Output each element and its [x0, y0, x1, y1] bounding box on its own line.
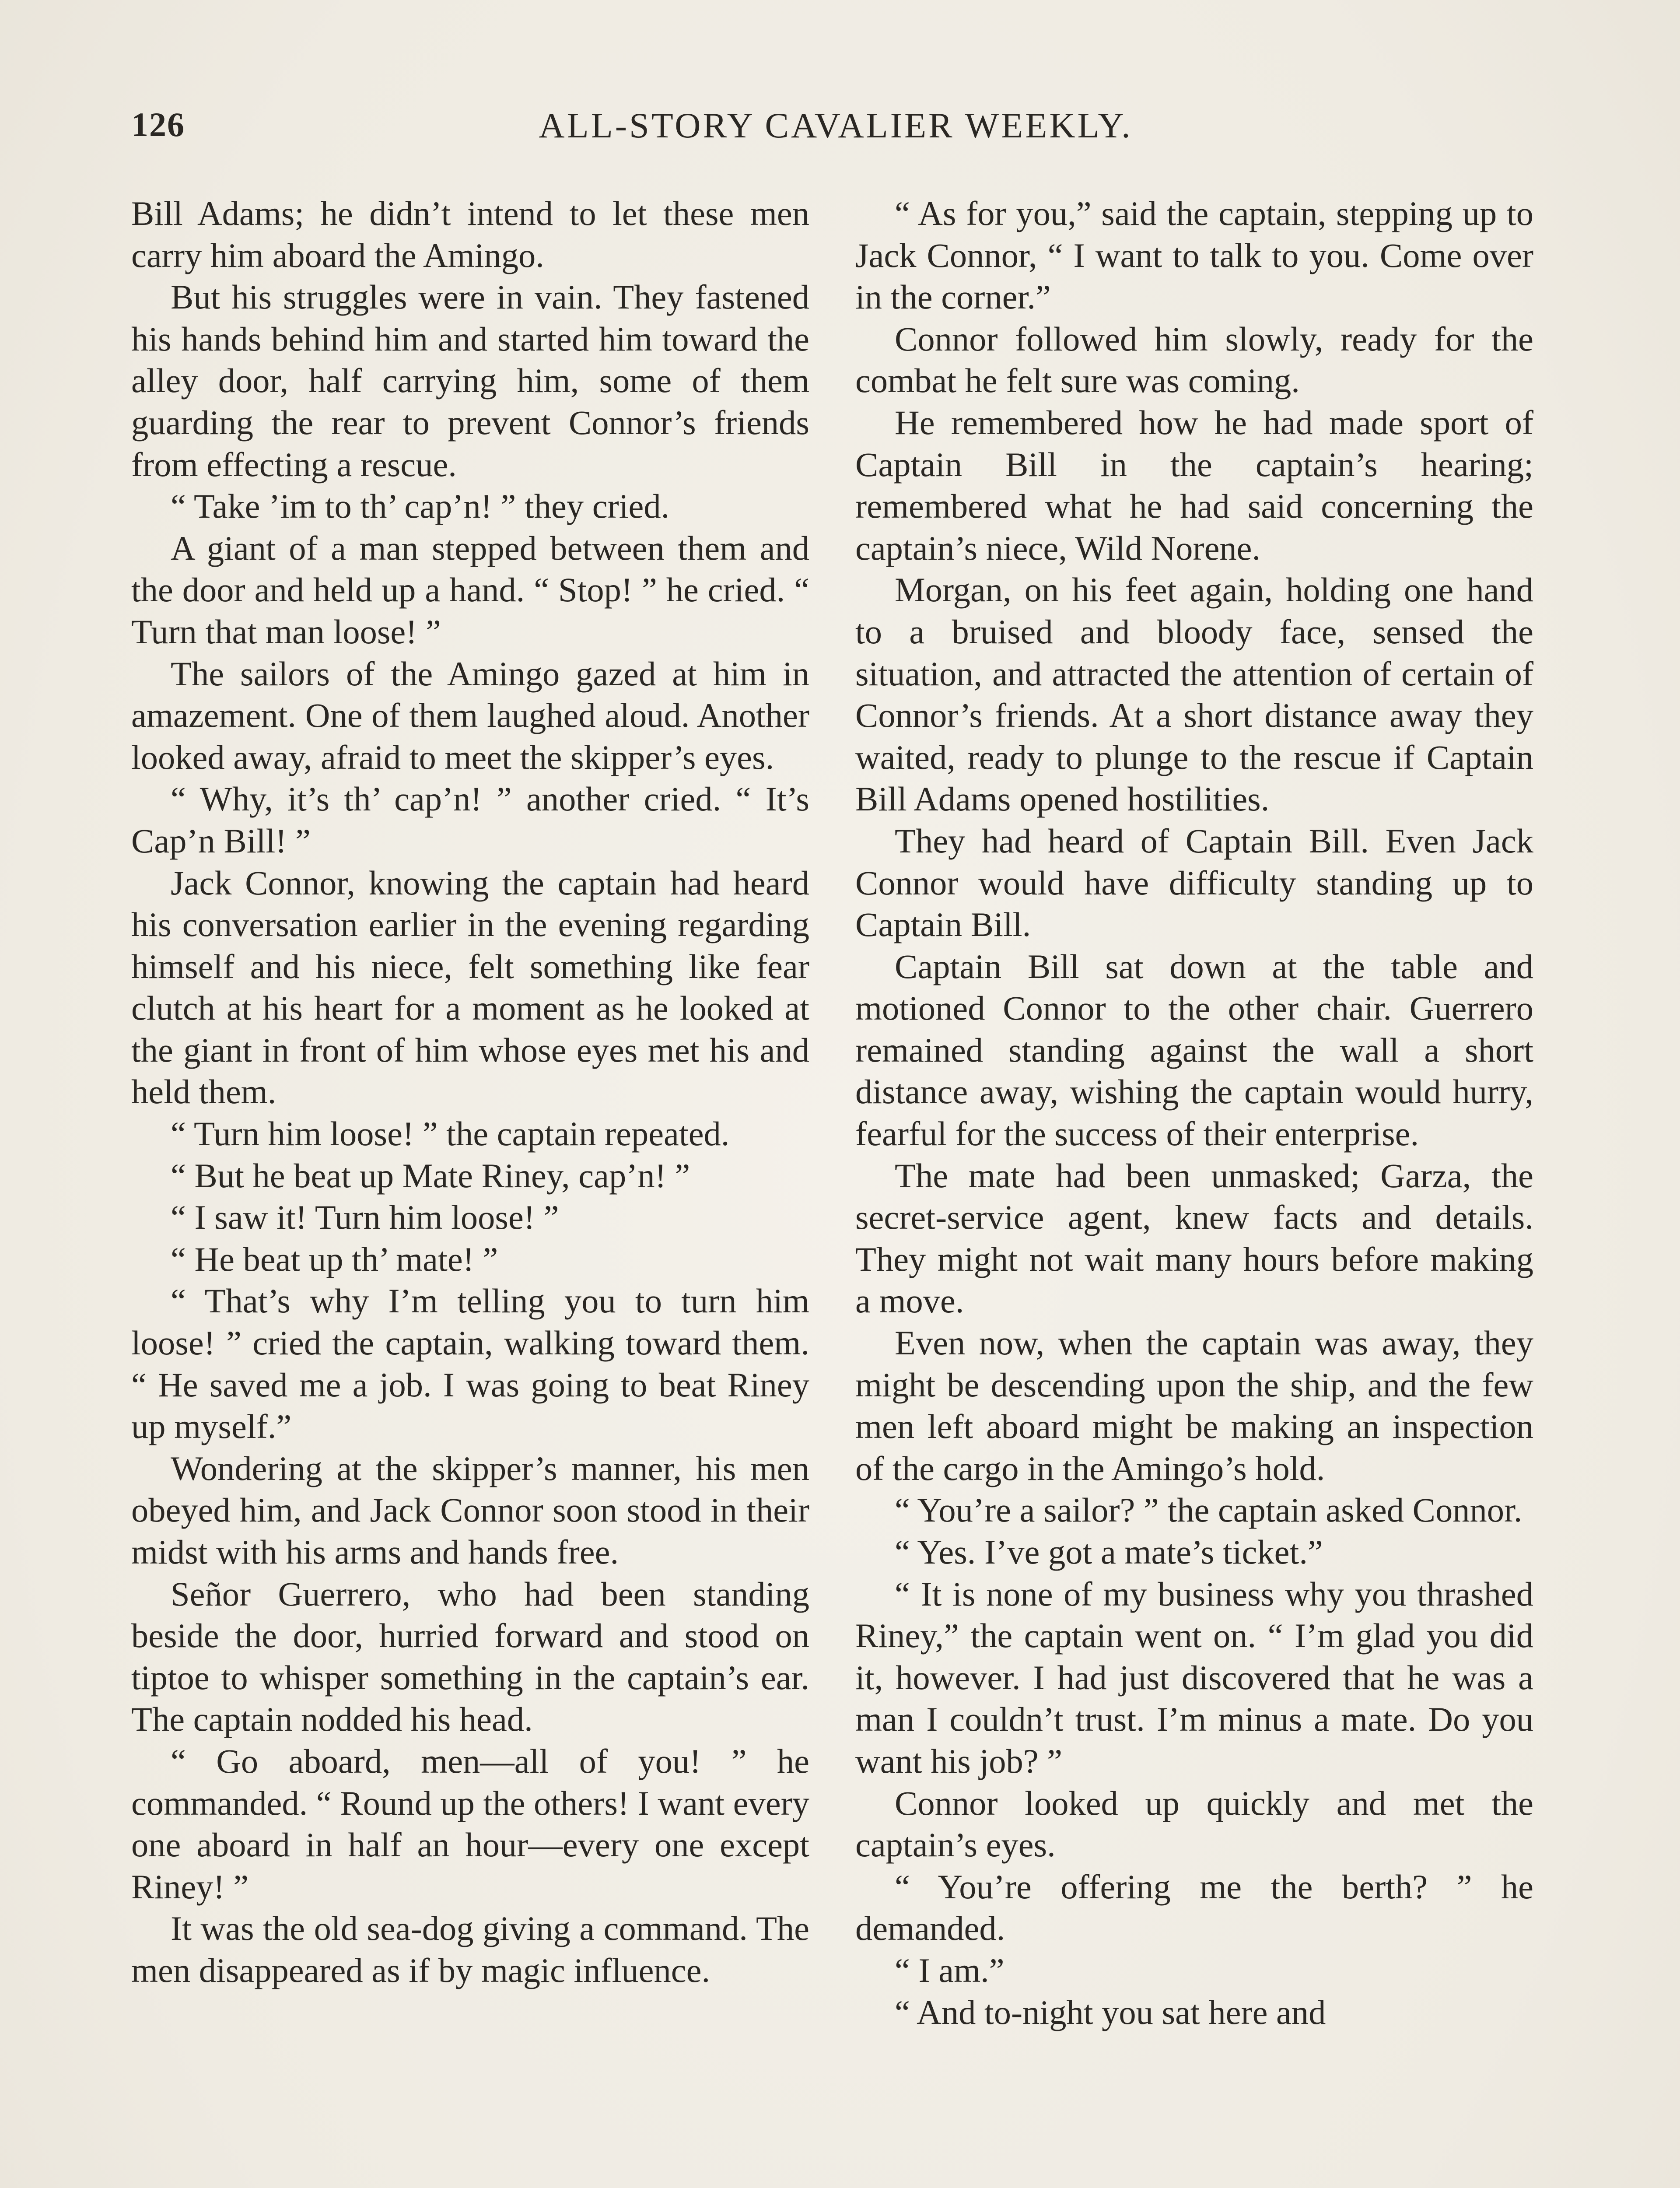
paragraph: Connor followed him slowly, ready for the combat he felt sure was coming.	[855, 319, 1533, 400]
page-number: 126	[131, 105, 185, 144]
paragraph: “ Yes. I’ve got a mate’s ticket.”	[895, 1533, 1323, 1571]
paragraph: “ That’s why I’m telling you to turn him loose! ” cried the captain, walking toward them. “ He saved me a job. I was going to beat Riney up myself.”	[131, 1282, 809, 1446]
paragraph: “ But he beat up Mate Riney, cap’n! ”	[171, 1156, 690, 1195]
paragraph: He remembered how he had made sport of Captain Bill in the captain’s hearing; remembered what he had said concerning the captain’s niece, Wild Norene.	[855, 403, 1533, 567]
running-title: ALL-STORY CAVALIER WEEKLY.	[539, 105, 1133, 145]
paragraph: Jack Connor, knowing the captain had heard his conversation earlier in the evening regarding himself and his niece, felt something like fear clutch at his heart for a moment as he looked at the giant in front of him whose eyes met his and held them.	[131, 863, 809, 1111]
paragraph: But his struggles were in vain. They fastened his hands behind him and started him toward the alley door, half carrying him, some of them guarding the rear to prevent Connor’s friends from effecting a rescue.	[131, 278, 809, 484]
running-header	[131, 105, 1540, 158]
paragraph: The sailors of the Amingo gazed at him in amazement. One of them laughed aloud. Another looked away, afraid to meet the skipper’s eyes.	[131, 654, 809, 776]
left-column	[131, 193, 809, 1992]
paragraph: “ Go aboard, men—all of you! ” he commanded. “ Round up the others! I want every one aboard in half an hour—every one except Riney! ”	[131, 1742, 809, 1906]
paragraph: “ Take ’im to th’ cap’n! ” they cried.	[171, 487, 670, 526]
paragraph: Captain Bill sat down at the table and motioned Connor to the other chair. Guerrero remained standing against the wall a short distance away, wishing the captain would hurry, fearful for the success of their enterprise.	[855, 947, 1533, 1153]
paragraph: “ He beat up th’ mate! ”	[171, 1240, 498, 1278]
paragraph: “ Turn him loose! ” the captain repeated.	[171, 1115, 730, 1153]
paragraph: Connor looked up quickly and met the captain’s eyes.	[855, 1784, 1533, 1864]
paragraph: The mate had been unmasked; Garza, the secret-service agent, knew facts and details. They might not wait many hours before making a move.	[855, 1156, 1533, 1320]
paragraph: Morgan, on his feet again, holding one hand to a bruised and bloody face, sensed the situation, and attracted the attention of certain of Connor’s friends. At a short distance away they waited, ready to plunge to the rescue if Captain Bill Adams opened hostilities.	[855, 571, 1533, 818]
paragraph: Even now, when the captain was away, they might be descending upon the ship, and the few men left aboard might be making an inspection of the cargo in the Amingo’s hold.	[855, 1324, 1533, 1487]
paragraph: It was the old sea-dog giving a command. The men disappeared as if by magic influence.	[131, 1909, 809, 1989]
right-column	[855, 193, 1533, 2033]
paragraph: “ I saw it! Turn him loose! ”	[171, 1198, 559, 1237]
paragraph: Bill Adams; he didn’t intend to let these men carry him aboard the Amingo.	[131, 194, 809, 274]
paragraph: A giant of a man stepped between them and the door and held up a hand. “ Stop! ” he cried. “ Turn that man loose! ”	[131, 529, 809, 651]
paragraph: “ You’re offering me the berth? ” he demanded.	[855, 1867, 1533, 1948]
paragraph: “ Why, it’s th’ cap’n! ” another cried. “ It’s Cap’n Bill! ”	[131, 780, 809, 860]
paragraph: “ You’re a sailor? ” the captain asked Connor.	[895, 1491, 1522, 1529]
paragraph: They had heard of Captain Bill. Even Jack Connor would have difficulty standing up to Captain Bill.	[855, 821, 1533, 944]
paragraph: “ It is none of my business why you thrashed Riney,” the captain went on. “ I’m glad you did it, however. I had just discovered that he was a man I couldn’t trust. I’m minus a mate. Do you want his job? ”	[855, 1574, 1533, 1780]
paragraph: “ And to-night you sat here and	[895, 1993, 1326, 2031]
paragraph: Wondering at the skipper’s manner, his men obeyed him, and Jack Connor soon stood in their midst with his arms and hands free.	[131, 1449, 809, 1571]
paragraph: “ As for you,” said the captain, stepping up to Jack Connor, “ I want to talk to you. Come over in the corner.”	[855, 194, 1533, 316]
paragraph: “ I am.”	[895, 1951, 1004, 1989]
paragraph: Señor Guerrero, who had been standing beside the door, hurried forward and stood on tiptoe to whisper something in the captain’s ear. The captain nodded his head.	[131, 1574, 809, 1739]
